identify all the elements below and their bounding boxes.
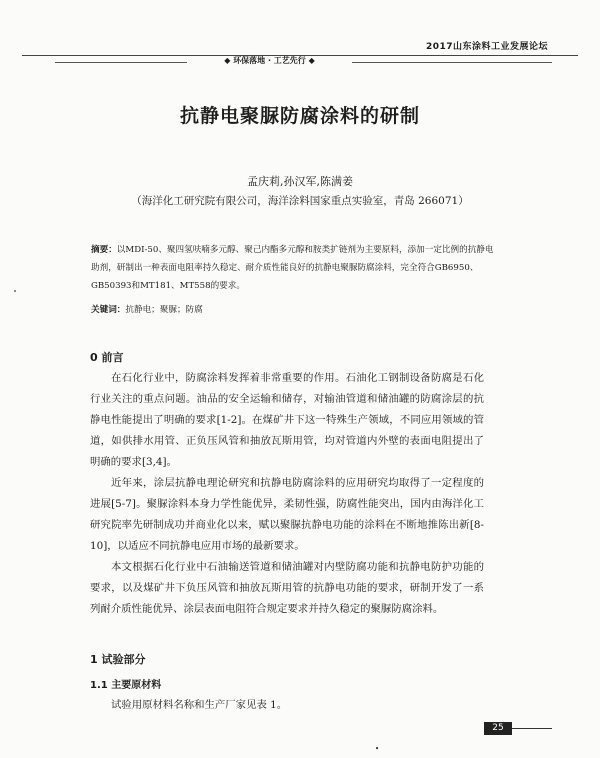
- paragraph-1: 在石化行业中，防腐涂料发挥着非常重要的作用。石油化工钢制设备防腐是石化行业关注的重点问题。油品的安全运输和储存，对输油管道和储油罐的防腐涂层的抗静电性能提出了明确的要求[1-2]。在煤矿井下这一特殊生产领域，不同应用领域的管道，如供排水用管、正负压风管和抽放瓦斯用管，均对管道内外壁的表面电阻提出了明确的要求[3,4]。: [90, 372, 484, 468]
- column-slogan: ◆ 环保落地 · 工艺先行 ◆: [224, 56, 315, 65]
- subsection-heading-materials: 1.1 主要原材料: [90, 680, 162, 691]
- paragraph-2: 近年来，涂层抗静电理论研究和抗静电防腐涂料的应用研究均取得了一定程度的进展[5-7]。聚脲涂料本身力学性能优异，柔韧性强，防腐性能突出，国内由海洋化工研究院率先研制成功并商业化以来，赋以聚脲抗静电功能的涂料在不断地推陈出新[8-10]，以适应不同抗静电应用市场的最新要求。: [90, 477, 484, 552]
- article-authors: 孟庆莉,孙汉军,陈满姜: [247, 175, 353, 188]
- keywords: [91, 303, 501, 315]
- scan-speck: [14, 290, 16, 292]
- abstract: [91, 241, 501, 295]
- abstract-text: 以MDI-50、聚四氢呋喃多元醇、聚己内酯多元醇和胺类扩链剂为主要原料，添加一定比例的抗静电助剂，研制出一种表面电阻率持久稳定、耐介质性能良好的抗静电聚脲防腐涂料，完全符合GB6950、GB50393和MT181、MT558的要求。: [91, 245, 494, 291]
- journal-header: 2017山东涂料工业发展论坛: [425, 42, 548, 52]
- section-heading-experiment: 1 试验部分: [90, 653, 146, 666]
- paragraph-4: 试验用原材料名称和生产厂家见表 1。: [111, 699, 288, 711]
- keywords-text: 抗静电；聚脲；防腐: [125, 305, 203, 315]
- header-sub-rule-right: [352, 62, 552, 63]
- article-title: 抗静电聚脲防腐涂料的研制: [179, 105, 420, 127]
- abstract-label: 摘要：: [91, 245, 117, 255]
- footer-rule: [512, 728, 552, 729]
- article-affiliation: （海洋化工研究院有限公司，海洋涂料国家重点实验室，青岛 266071）: [131, 195, 469, 207]
- keywords-label: 关键词：: [91, 305, 126, 315]
- header-sub-rule-left: [55, 62, 187, 63]
- page-number: 25: [484, 722, 512, 735]
- section-heading-preface: 0 前言: [90, 351, 124, 364]
- paragraph-3: 本文根据石化行业中石油输送管道和储油罐对内壁防腐功能和抗静电防护功能的要求，以及煤矿井下负压风管和抽放瓦斯用管的抗静电功能的要求，研制开发了一系列耐介质性能优异、涂层表面电阻符合规定要求并持久稳定的聚脲防腐涂料。: [90, 561, 484, 615]
- footer-dot: •: [375, 745, 380, 753]
